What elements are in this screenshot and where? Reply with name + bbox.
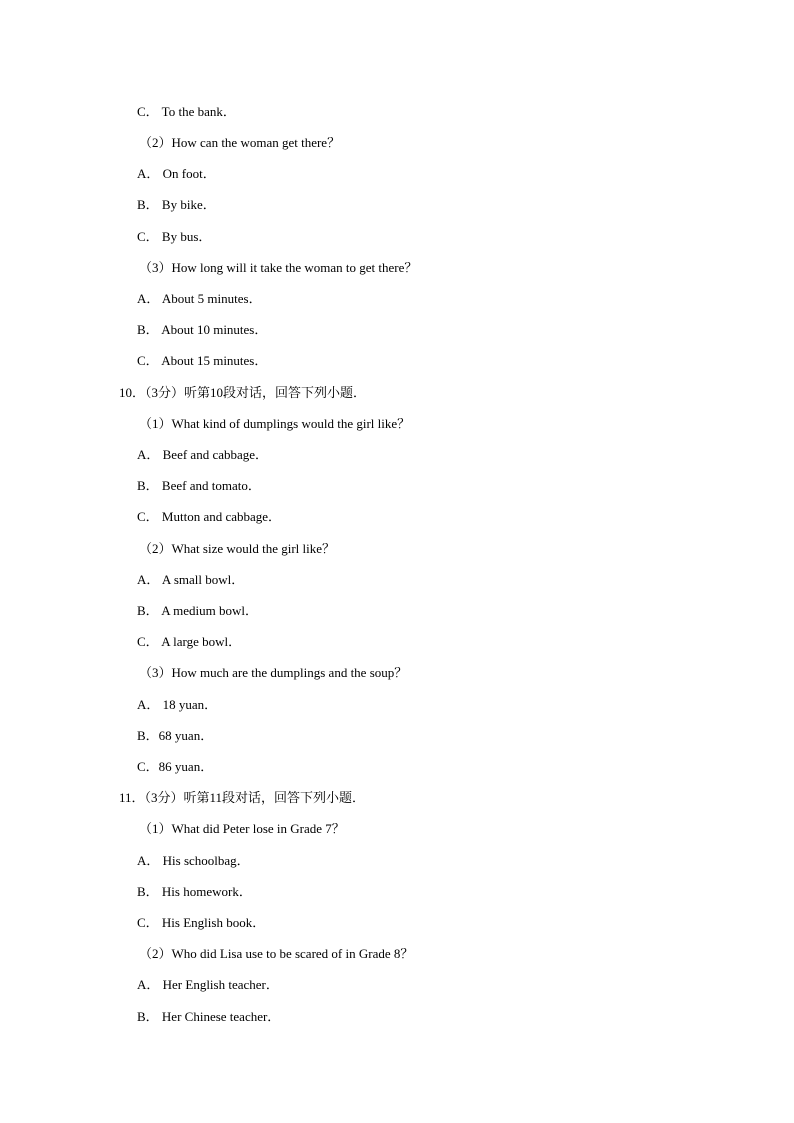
option-c-86-yuan: C．86 yuan． [137,759,214,774]
option-c-mutton-cabbage: C． Mutton and cabbage． [137,509,282,524]
question-10-heading: 10．（3分）听第10段对话，回答下列小题． [119,385,367,400]
option-c-english-book: C． His English book． [137,915,266,930]
option-c-to-the-bank: C． To the bank． [137,104,236,119]
question-how-get-there: （2）How can the woman get there？ [139,135,341,150]
option-b-68-yuan: B．68 yuan． [137,728,214,743]
option-b-chinese-teacher: B． Her Chinese teacher． [137,1009,281,1024]
option-a-on-foot: A． On foot． [137,166,216,181]
question-what-did-peter-lose: （1）What did Peter lose in Grade 7？ [139,821,345,836]
option-c-by-bus: C． By bus． [137,229,212,244]
option-b-medium-bowl: B． A medium bowl． [137,603,258,618]
option-b-beef-tomato: B． Beef and tomato． [137,478,261,493]
question-what-size: （2）What size would the girl like？ [139,541,336,556]
question-11-heading: 11．（3分）听第11段对话，回答下列小题． [119,790,366,805]
question-kind-of-dumplings: （1）What kind of dumplings would the girl like？ [139,416,411,431]
option-a-beef-cabbage: A． Beef and cabbage． [137,447,269,462]
option-c-15-minutes: C． About 15 minutes． [137,353,268,368]
question-how-much: （3）How much are the dumplings and the soup？ [139,665,408,680]
option-b-by-bike: B． By bike． [137,197,216,212]
question-how-long: （3）How long will it take the woman to get there？ [139,260,418,275]
option-a-small-bowl: A． A small bowl． [137,572,245,587]
option-b-10-minutes: B． About 10 minutes． [137,322,268,337]
option-a-english-teacher: A． Her English teacher． [137,977,279,992]
question-who-scared-lisa: （2）Who did Lisa use to be scared of in Grade 8？ [139,946,414,961]
option-b-homework: B． His homework． [137,884,252,899]
option-a-schoolbag: A． His schoolbag． [137,853,250,868]
option-a-5-minutes: A． About 5 minutes． [137,291,262,306]
option-a-18-yuan: A． 18 yuan． [137,697,218,712]
option-c-large-bowl: C． A large bowl． [137,634,242,649]
